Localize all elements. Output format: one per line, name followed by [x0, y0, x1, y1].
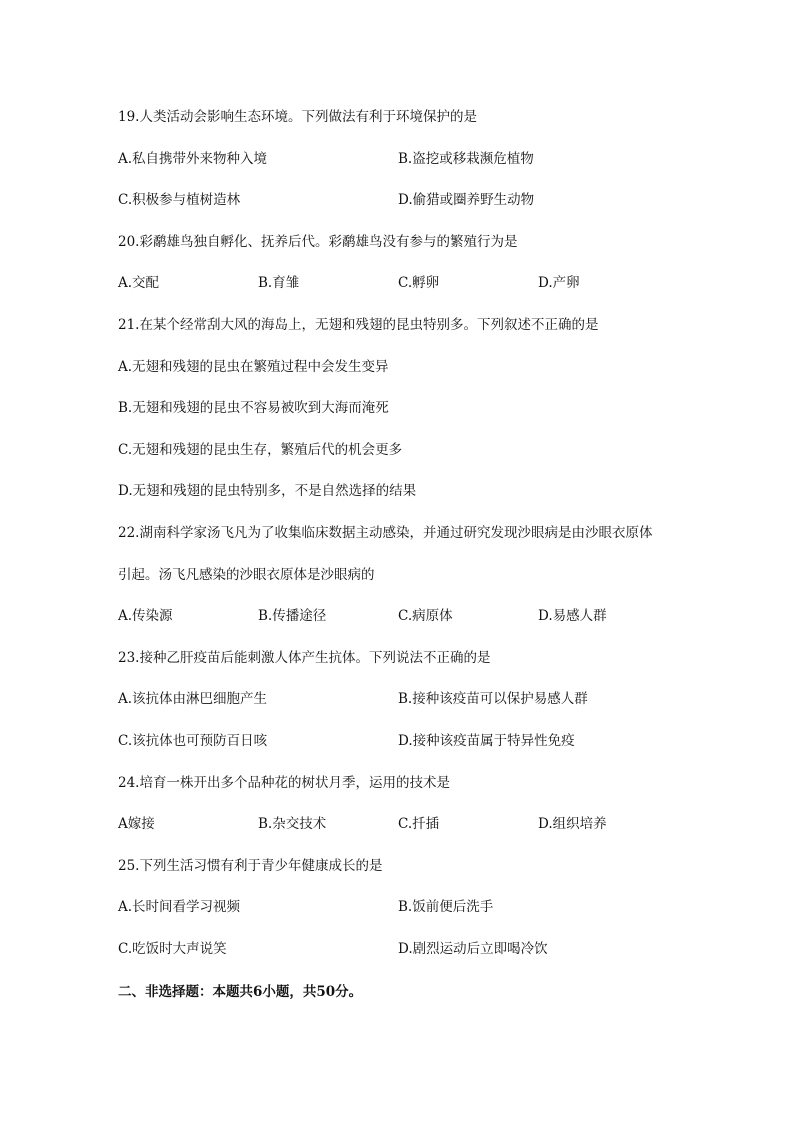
question-19-stem: 19.人类活动会影响生态环境。下列做法有利于环境保护的是 — [118, 109, 477, 125]
q21-option-c: C.无翅和残翅的昆虫生存，繁殖后代的机会更多 — [118, 442, 403, 458]
question-24-stem: 24.培育一株开出多个品种花的树状月季，运用的技术是 — [118, 775, 450, 791]
q25-option-b: B.饭前便后洗手 — [398, 899, 494, 915]
question-22-stem-cont: 引起。汤飞凡感染的沙眼衣原体是沙眼病的 — [118, 567, 375, 583]
q19-option-a: A.私自携带外来物种入境 — [118, 151, 268, 167]
q19-option-d: D.偷猎或圈养野生动物 — [398, 192, 535, 208]
q20-option-a: A.交配 — [118, 275, 160, 291]
q22-option-c: C.病原体 — [398, 608, 453, 624]
q23-option-d: D.接种该疫苗属于特异性免疫 — [398, 733, 575, 749]
q25-option-c: C.吃饭时大声说笑 — [118, 941, 227, 957]
q25-option-a: A.长时间看学习视频 — [118, 899, 241, 915]
q23-option-c: C.该抗体也可预防百日咳 — [118, 733, 268, 749]
question-21-stem: 21.在某个经常刮大风的海岛上，无翅和残翅的昆虫特别多。下列叙述不正确的是 — [118, 317, 599, 333]
question-20-stem: 20.彩鹬雄鸟独自孵化、抚养后代。彩鹬雄鸟没有参与的繁殖行为是 — [118, 234, 518, 250]
q24-option-b: B.杂交技术 — [258, 816, 327, 832]
q21-option-d: D.无翅和残翅的昆虫特别多，不是自然选择的结果 — [118, 483, 417, 499]
question-25-stem: 25.下列生活习惯有利于青少年健康成长的是 — [118, 858, 383, 874]
q23-option-a: A.该抗体由淋巴细胞产生 — [118, 691, 268, 707]
q22-option-d: D.易感人群 — [538, 608, 607, 624]
q25-option-d: D.剧烈运动后立即喝冷饮 — [398, 941, 548, 957]
question-23-stem: 23.接种乙肝疫苗后能刺激人体产生抗体。下列说法不正确的是 — [118, 650, 491, 666]
q22-option-b: B.传播途径 — [258, 608, 327, 624]
q23-option-b: B.接种该疫苗可以保护易感人群 — [398, 691, 588, 707]
q19-option-c: C.积极参与植树造林 — [118, 192, 241, 208]
q20-option-c: C.孵卵 — [398, 275, 440, 291]
section-heading: 二、非选择题：本题共6小题，共50分。 — [118, 984, 363, 1000]
q19-option-b: B.盗挖或移栽濒危植物 — [398, 151, 534, 167]
q20-option-d: D.产卵 — [538, 275, 580, 291]
q20-option-b: B.育雏 — [258, 275, 300, 291]
question-22-stem: 22.湖南科学家汤飞凡为了收集临床数据主动感染，并通过研究发现沙眼病是由沙眼衣原体 — [118, 525, 653, 541]
q22-option-a: A.传染源 — [118, 608, 173, 624]
q24-option-c: C.扦插 — [398, 816, 440, 832]
q24-option-d: D.组织培养 — [538, 816, 607, 832]
q21-option-b: B.无翅和残翅的昆虫不容易被吹到大海而淹死 — [118, 400, 389, 416]
q24-option-a: A嫁接 — [118, 816, 155, 832]
q21-option-a: A.无翅和残翅的昆虫在繁殖过程中会发生变异 — [118, 359, 389, 375]
